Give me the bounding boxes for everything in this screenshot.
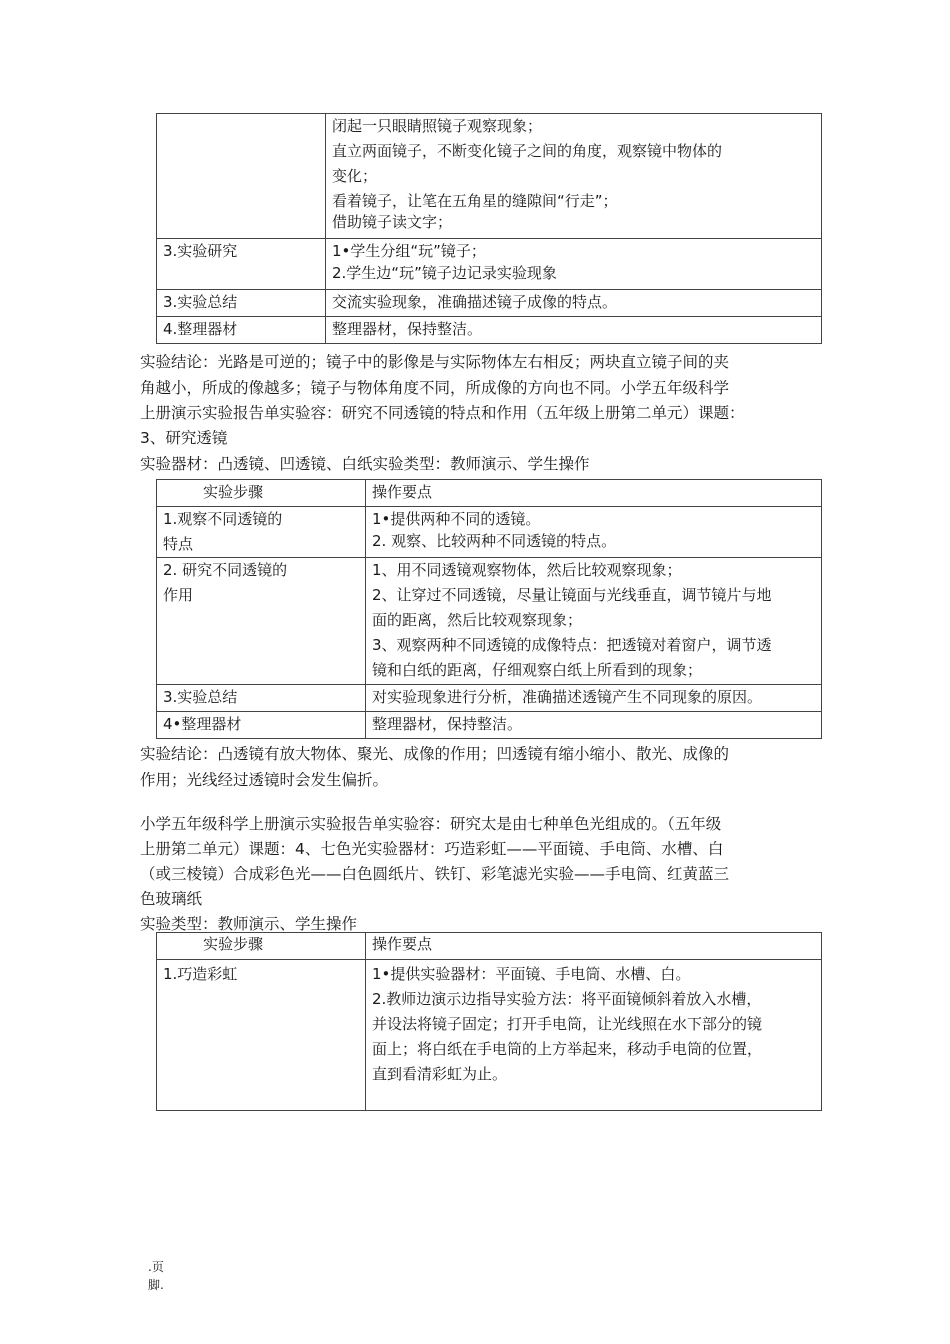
ops-line: 变化； <box>332 167 378 185</box>
conclusion-line: 作用；光线经过透镜时会发生偏折。 <box>140 771 389 789</box>
footer-line: 脚. <box>148 1278 164 1292</box>
ops-line: 1•提供实验器材：平面镜、手电筒、水槽、白。 <box>372 965 691 983</box>
footer-line: .页 <box>148 1260 164 1274</box>
topic-line: 3、研究透镜 <box>140 429 228 447</box>
header-step: 实验步骤 <box>157 933 366 960</box>
table-row <box>157 507 822 558</box>
step-line: 作用 <box>163 586 194 604</box>
type-line: 实验类型：教师演示、学生操作 <box>140 915 358 933</box>
table-row <box>157 290 822 317</box>
table-row <box>157 317 822 344</box>
step-cell <box>157 558 366 685</box>
conclusion-line: 实验结论：光路是可逆的；镜子中的影像是与实际物体左右相反；两块直立镜子间的夹 <box>140 353 730 371</box>
ops-line: 3、观察两种不同透镜的成像特点：把透镜对着窗户，调节透 <box>372 636 772 654</box>
step-line: 1.观察不同透镜的 <box>163 510 283 528</box>
step-cell <box>157 114 326 239</box>
ops-line: 镜和白纸的距离，仔细观察白纸上所看到的现象； <box>372 661 703 679</box>
ops-line: 直到看清彩虹为止。 <box>372 1065 508 1083</box>
step-line: 3.实验总结 <box>163 688 238 706</box>
step-cell: 3.实验研究 <box>157 239 326 290</box>
ops-cell <box>366 712 822 739</box>
ops-cell <box>366 960 822 1111</box>
ops-line: 整理器材，保持整洁。 <box>332 320 483 338</box>
table-row <box>157 239 822 290</box>
table-row <box>157 960 822 1111</box>
table-row <box>157 685 822 712</box>
table-header-row <box>157 480 822 507</box>
ops-line: 闭起一只眼睛照镜子观察现象； <box>332 117 543 135</box>
materials-line: 上册第二单元）课题：4、七色光实验器材：巧造彩虹——平面镜、手电筒、水槽、白 <box>140 840 724 858</box>
materials-line: 实验器材：凸透镜、凹透镜、白纸实验类型：教师演示、学生操作 <box>140 455 590 473</box>
step-cell <box>157 712 366 739</box>
page-footer <box>148 1258 164 1294</box>
ops-line: 2.教师边演示边指导实验方法：将平面镜倾斜着放入水槽， <box>372 990 762 1008</box>
table-row <box>157 114 822 239</box>
ops-cell <box>366 558 822 685</box>
ops-cell <box>326 290 822 317</box>
ops-line: 面的距离，然后比较观察现象； <box>372 611 583 629</box>
ops-line: 2、让穿过不同透镜，尽量让镜面与光线垂直，调节镜片与地 <box>372 586 772 604</box>
header-step: 实验步骤 <box>157 480 366 507</box>
step-cell: 3.实验总结 <box>157 290 326 317</box>
step-line: 特点 <box>163 535 194 553</box>
report-title-line: 上册演示实验报告单实验容：研究不同透镜的特点和作用（五年级上册第二单元）课题： <box>140 404 745 422</box>
step-line: 2. 研究不同透镜的 <box>163 561 288 579</box>
conclusion-line: 角越小，所成的像越多；镜子与物体角度不同，所成像的方向也不同。小学五年级科学 <box>140 379 730 397</box>
table-lens-experiment <box>156 479 822 739</box>
ops-cell <box>326 114 822 239</box>
ops-line: 2.学生边“玩”镜子边记录实验现象 <box>332 264 557 282</box>
ops-cell <box>326 239 822 290</box>
step-cell <box>157 507 366 558</box>
report-title-line: 小学五年级科学上册演示实验报告单实验容：研究太是由七种单色光组成的。（五年级 <box>140 815 722 833</box>
materials-line: 色玻璃纸 <box>140 890 203 908</box>
table-rainbow-experiment <box>156 932 822 1111</box>
ops-cell <box>326 317 822 344</box>
materials-line: （或三棱镜）合成彩色光——白色圆纸片、铁钉、彩笔滤光实验——手电筒、红黄蓝三 <box>140 865 730 883</box>
table-row <box>157 558 822 685</box>
ops-cell <box>366 507 822 558</box>
ops-line: 面上；将白纸在手电筒的上方举起来，移动手电筒的位置， <box>372 1040 763 1058</box>
step-cell: 4.整理器材 <box>157 317 326 344</box>
ops-line: 对实验现象进行分析，准确描述透镜产生不同现象的原因。 <box>372 688 763 706</box>
ops-line: 2. 观察、比较两种不同透镜的特点。 <box>372 532 617 550</box>
ops-line: 看着镜子，让笔在五角星的缝隙间“行走”； <box>332 192 618 210</box>
step-cell: 1.巧造彩虹 <box>157 960 366 1111</box>
header-ops: 操作要点 <box>366 933 822 960</box>
conclusion-line: 实验结论：凸透镜有放大物体、聚光、成像的作用；凹透镜有缩小缩小、散光、成像的 <box>140 745 730 763</box>
ops-line: 直立两面镜子，不断变化镜子之间的角度，观察镜中物体的 <box>332 142 723 160</box>
step-cell <box>157 685 366 712</box>
ops-line: 交流实验现象，准确描述镜子成像的特点。 <box>332 293 618 311</box>
step-line: 4•整理器材 <box>163 715 242 733</box>
ops-line: 1•提供两种不同的透镜。 <box>372 510 541 528</box>
table-mirror-experiment <box>156 113 822 344</box>
ops-line: 并设法将镜子固定；打开手电筒，让光线照在水下部分的镜 <box>372 1015 763 1033</box>
ops-line: 1•学生分组“玩”镜子； <box>332 242 486 260</box>
header-ops: 操作要点 <box>366 480 822 507</box>
ops-cell <box>366 685 822 712</box>
ops-line: 整理器材，保持整洁。 <box>372 715 523 733</box>
table-row <box>157 712 822 739</box>
ops-line: 借助镜子读文字； <box>332 214 453 230</box>
table-header-row <box>157 933 822 960</box>
ops-line: 1、用不同透镜观察物体，然后比较观察现象； <box>372 561 682 579</box>
